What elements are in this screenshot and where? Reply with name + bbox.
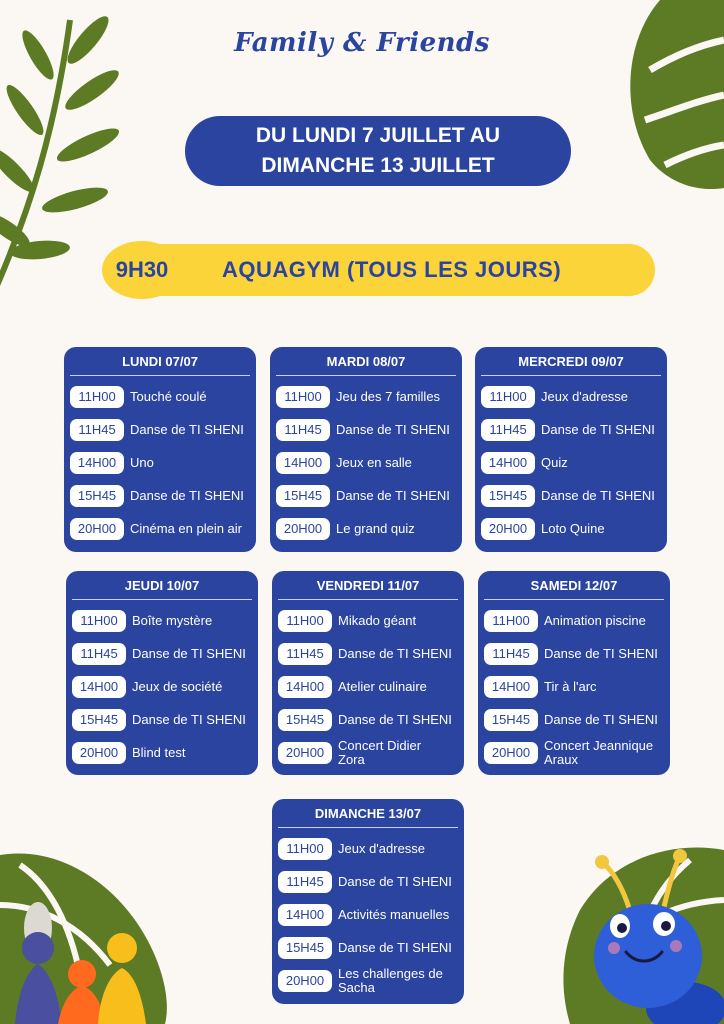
schedule-row (484, 637, 664, 670)
day-title: LUNDI 07/07 (70, 347, 250, 376)
time-badge: 15H45 (278, 709, 332, 731)
activity-label: Le grand quiz (336, 520, 415, 536)
activity-label: Danse de TI SHENI (544, 645, 658, 661)
time-badge: 20H00 (72, 742, 126, 764)
time-badge: 11H00 (484, 610, 538, 632)
time-badge: 11H45 (278, 643, 332, 665)
activity-label: Danse de TI SHENI (544, 711, 658, 727)
schedule-row (70, 446, 250, 479)
schedule-row (276, 446, 456, 479)
time-badge: 15H45 (70, 485, 124, 507)
schedule-row (278, 931, 458, 964)
schedule-row (72, 637, 252, 670)
activity-label: Jeux d'adresse (338, 840, 426, 856)
schedule-row (278, 832, 458, 865)
schedule-row (481, 380, 661, 413)
board-game-pawns-icon (0, 900, 150, 1024)
schedule-row (70, 479, 250, 512)
schedule-row (278, 964, 458, 997)
time-badge: 11H00 (70, 386, 124, 408)
schedule-row (484, 604, 664, 637)
activity-label: Concert Didier Zora (338, 737, 422, 767)
brand-title: Family & Friends (234, 28, 490, 58)
activity-label: Danse de TI SHENI (132, 645, 246, 661)
activity-label: Jeu des 7 familles (336, 388, 441, 404)
day-card-samedi (478, 571, 670, 775)
day-card-jeudi (66, 571, 258, 775)
activity-label: Cinéma en plein air (130, 520, 243, 536)
activity-label: Loto Quine (541, 520, 605, 536)
time-badge: 20H00 (484, 742, 538, 764)
schedule-row (276, 413, 456, 446)
time-badge: 14H00 (72, 676, 126, 698)
day-card-mercredi (475, 347, 667, 552)
time-badge: 14H00 (481, 452, 535, 474)
activity-label: Danse de TI SHENI (338, 711, 452, 727)
time-badge: 14H00 (278, 904, 332, 926)
schedule-row (481, 512, 661, 545)
activity-label: Mikado géant (338, 612, 417, 628)
schedule-row (72, 604, 252, 637)
activity-label: Danse de TI SHENI (336, 421, 450, 437)
daily-activity-label: AQUAGYM (TOUS LES JOURS) (222, 257, 562, 282)
activity-label: Animation piscine (544, 612, 646, 628)
schedule-row (278, 637, 458, 670)
schedule-row (278, 898, 458, 931)
activity-label: Tir à l'arc (544, 678, 597, 694)
time-badge: 20H00 (70, 518, 124, 540)
activity-label: Blind test (132, 744, 186, 760)
day-card-lundi (64, 347, 256, 552)
day-title: DIMANCHE 13/07 (278, 799, 458, 828)
time-badge: 15H45 (481, 485, 535, 507)
daily-activity-time: 9H30 (102, 241, 182, 299)
activity-label: Touché coulé (130, 388, 207, 404)
activity-label: Danse de TI SHENI (336, 487, 450, 503)
activity-label: Quiz (541, 454, 568, 470)
date-range-banner (185, 116, 571, 186)
time-badge: 20H00 (481, 518, 535, 540)
time-badge: 15H45 (484, 709, 538, 731)
activity-label: Danse de TI SHENI (130, 421, 244, 437)
time-badge: 11H45 (484, 643, 538, 665)
activity-label: Jeux en salle (336, 454, 412, 470)
activity-label: Danse de TI SHENI (338, 645, 452, 661)
date-range-line-2: DIMANCHE 13 JUILLET (261, 154, 495, 177)
time-badge: 20H00 (278, 970, 332, 992)
time-badge: 15H45 (276, 485, 330, 507)
activity-label: Boîte mystère (132, 612, 213, 628)
activity-label: Concert Jeannique Araux (544, 737, 654, 767)
activity-label: Danse de TI SHENI (338, 873, 452, 889)
time-badge: 11H45 (278, 871, 332, 893)
time-badge: 11H45 (70, 419, 124, 441)
activity-label: Danse de TI SHENI (541, 487, 655, 503)
schedule-row (70, 512, 250, 545)
schedule-row (278, 703, 458, 736)
day-card-dimanche (272, 799, 464, 1004)
schedule-row (278, 604, 458, 637)
activity-label: Danse de TI SHENI (338, 939, 452, 955)
activity-label: Danse de TI SHENI (132, 711, 246, 727)
schedule-row (278, 670, 458, 703)
day-title: JEUDI 10/07 (72, 571, 252, 600)
schedule-row (72, 703, 252, 736)
schedule-row (72, 670, 252, 703)
schedule-row (481, 413, 661, 446)
schedule-row (481, 446, 661, 479)
activity-label: Atelier culinaire (338, 678, 427, 694)
schedule-row (70, 380, 250, 413)
time-badge: 11H45 (481, 419, 535, 441)
time-badge: 14H00 (278, 676, 332, 698)
day-title: MERCREDI 09/07 (481, 347, 661, 376)
day-card-mardi (270, 347, 462, 552)
day-title: SAMEDI 12/07 (484, 571, 664, 600)
schedule-row (484, 703, 664, 736)
time-badge: 11H00 (481, 386, 535, 408)
schedule-row (70, 413, 250, 446)
time-badge: 15H45 (278, 937, 332, 959)
activity-label: Danse de TI SHENI (541, 421, 655, 437)
time-badge: 11H45 (72, 643, 126, 665)
schedule-row (481, 479, 661, 512)
time-badge: 14H00 (276, 452, 330, 474)
activity-label: Activités manuelles (338, 906, 450, 922)
schedule-row (276, 380, 456, 413)
time-badge: 11H00 (278, 610, 332, 632)
activity-label: Jeux d'adresse (541, 388, 629, 404)
time-badge: 11H00 (72, 610, 126, 632)
time-badge: 11H00 (278, 838, 332, 860)
schedule-row (276, 512, 456, 545)
schedule-row (484, 670, 664, 703)
day-title: MARDI 08/07 (276, 347, 456, 376)
day-card-vendredi (272, 571, 464, 775)
time-badge: 14H00 (484, 676, 538, 698)
time-badge: 20H00 (278, 742, 332, 764)
day-title: VENDREDI 11/07 (278, 571, 458, 600)
schedule-row (72, 736, 252, 769)
caterpillar-mascot-icon (590, 848, 724, 1024)
schedule-row (484, 736, 664, 769)
time-badge: 20H00 (276, 518, 330, 540)
time-badge: 11H45 (276, 419, 330, 441)
activity-label: Jeux de société (132, 678, 223, 694)
schedule-row (278, 736, 458, 769)
activity-label: Les challenges de Sacha (338, 965, 443, 995)
time-badge: 15H45 (72, 709, 126, 731)
activity-label: Uno (130, 454, 154, 470)
time-badge: 14H00 (70, 452, 124, 474)
schedule-row (278, 865, 458, 898)
date-range-line-1: DU LUNDI 7 JUILLET AU (255, 124, 501, 147)
schedule-row (276, 479, 456, 512)
time-badge: 11H00 (276, 386, 330, 408)
activity-label: Danse de TI SHENI (130, 487, 244, 503)
